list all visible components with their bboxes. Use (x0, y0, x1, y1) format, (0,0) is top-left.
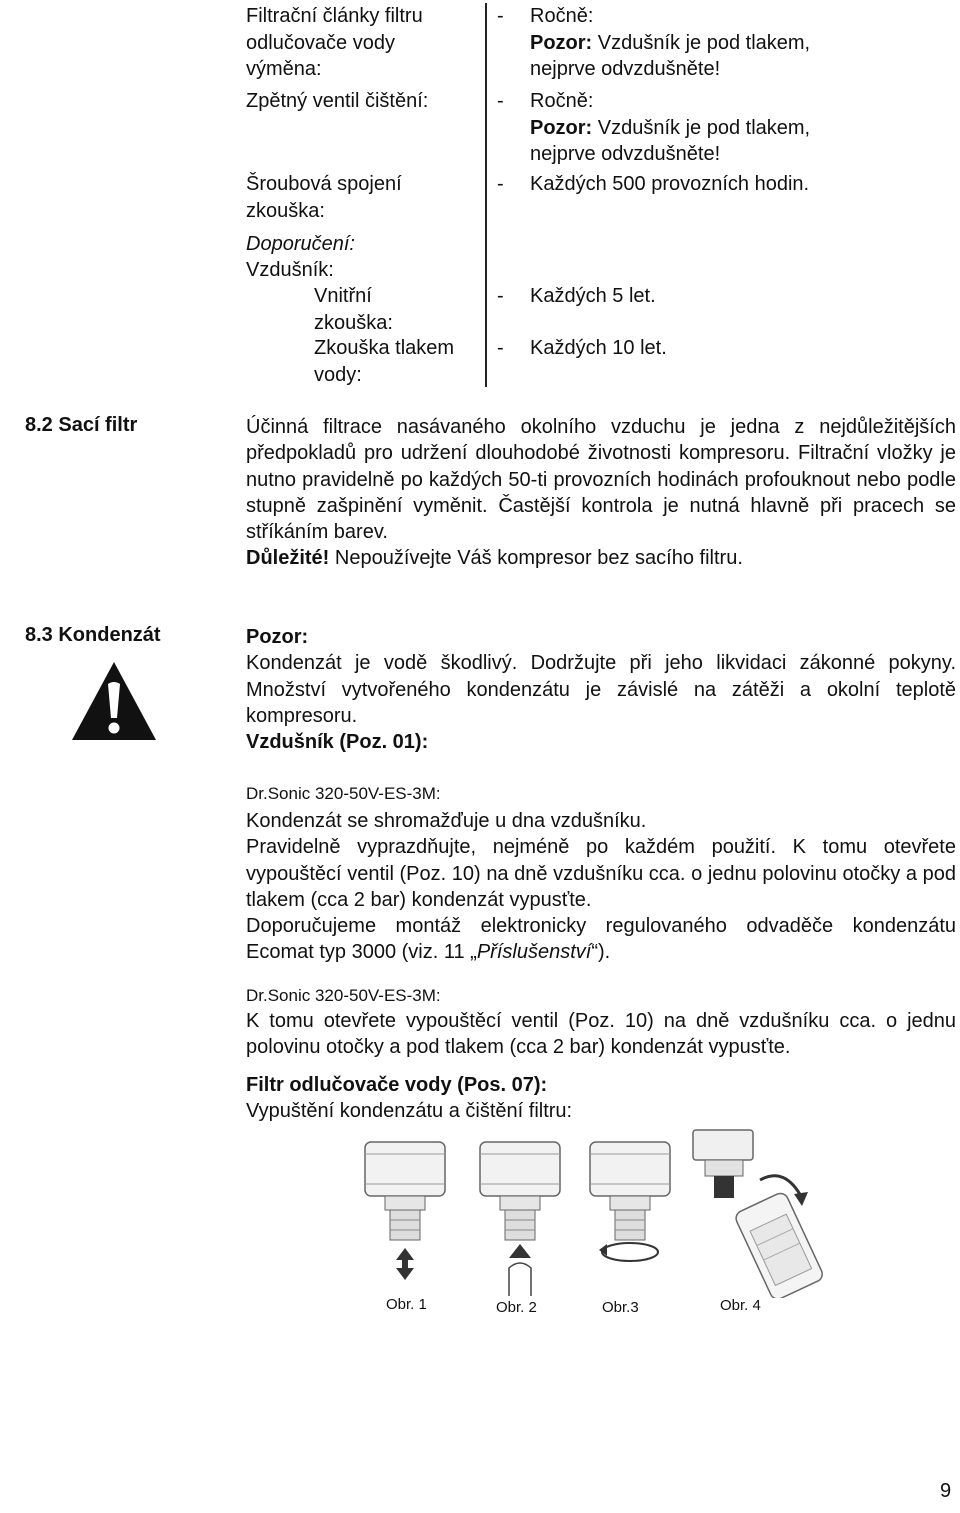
warning-icon (68, 658, 160, 744)
table-divider (485, 3, 487, 387)
filter-heading: Filtr odlučovače vody (Pos. 07): (246, 1074, 548, 1096)
section-8-2-body (246, 414, 956, 572)
model-1-recommendation: Doporučujeme montáž elektronicky regulovaného odvaděče kondenzátu Ecomat typ 3000 (viz. 11 „Příslušenství“). (246, 915, 956, 964)
filter-figure-3 (585, 1140, 675, 1300)
row1-value: - Ročně: Pozor: Vzdušník je pod tlakem, nejprve odvzdušněte! (497, 5, 811, 80)
row2-value: - Ročně: Pozor: Vzdušník je pod tlakem, nejprve odvzdušněte! (497, 90, 811, 165)
condensate-paragraph: Kondenzát je vodě škodlivý. Dodržujte při jeho likvidaci zákonné pokyny. Množství vytvořeného kondenzátu je závislé na zátěži a okolní teplotě kompresoru. (246, 652, 956, 727)
filter-figure-2 (475, 1140, 565, 1300)
model-1-line1: Kondenzát se shromažďuje u dna vzdušníku. (246, 810, 647, 832)
row1-label: Filtrační články filtru odlučovače vody výměna: (246, 5, 423, 80)
page-number: 9 (940, 1480, 952, 1502)
section-8-2-important: Důležité! Nepoužívejte Váš kompresor bez sacího filtru. (246, 547, 743, 570)
figure-4-caption: Obr. 4 (720, 1297, 761, 1314)
row4-value: - Každých 5 let. (497, 285, 656, 307)
section-8-2-paragraph: Účinná filtrace nasávaného okolního vzduchu je jedna z nejdůležitějších předpokladů pro udržení dlouhodobé životnosti kompresoru. Filtrační vložky je nutno pravidelně po každých 50-ti provozních hodinách profouknout nebo podle stupně zašpinění vyměnit. Častější kontrola je nutná hlavně při pracech se stříkáním barev. (246, 416, 956, 544)
row5-label: Zkouška tlakem vody: (314, 337, 455, 386)
model-1-label: Dr.Sonic 320-50V-ES-3M: (246, 784, 441, 803)
recommend-label: Doporučení: (246, 233, 355, 255)
warning-heading: Pozor: (246, 626, 309, 648)
section-8-3-title: 8.3 Kondenzát (25, 624, 161, 646)
model-1-body (246, 808, 956, 966)
tank-label: Vzdušník: (246, 259, 334, 281)
figure-1-caption: Obr. 1 (386, 1296, 427, 1313)
figure-3-caption: Obr.3 (602, 1299, 639, 1316)
row2-label: Zpětný ventil čištění: (246, 90, 429, 112)
filter-figure-4 (690, 1128, 835, 1298)
model-1-paragraph: Pravidelně vyprazdňujte, nejméně po každém použití. K tomu otevřete vypouštěcí ventil (Poz. 10) na dně vzdušníku cca. o jednu polovinu otočky a pod tlakem (cca 2 bar) kondenzát vypusťte. (246, 836, 956, 911)
model-2-paragraph: K tomu otevřete vypouštěcí ventil (Poz. 10) na dně vzdušníku cca. o jednu polovinu otočky a pod tlakem (cca 2 bar) kondenzát vypusťte. (246, 1010, 956, 1059)
row3-value: - Každých 500 provozních hodin. (497, 173, 810, 195)
row5-value: - Každých 10 let. (497, 337, 667, 359)
section-8-3-body (246, 624, 956, 755)
row4-label: Vnitřní zkouška: (314, 285, 393, 334)
filter-subheading: Vypuštění kondenzátu a čištění filtru: (246, 1100, 573, 1122)
filter-figure-1 (360, 1140, 450, 1300)
tank-heading: Vzdušník (Poz. 01): (246, 731, 429, 754)
model-2-label: Dr.Sonic 320-50V-ES-3M: (246, 986, 441, 1005)
row3-label: Šroubová spojení zkouška: (246, 173, 402, 222)
figure-2-caption: Obr. 2 (496, 1299, 537, 1316)
section-8-2-title: 8.2 Sací filtr (25, 414, 138, 436)
